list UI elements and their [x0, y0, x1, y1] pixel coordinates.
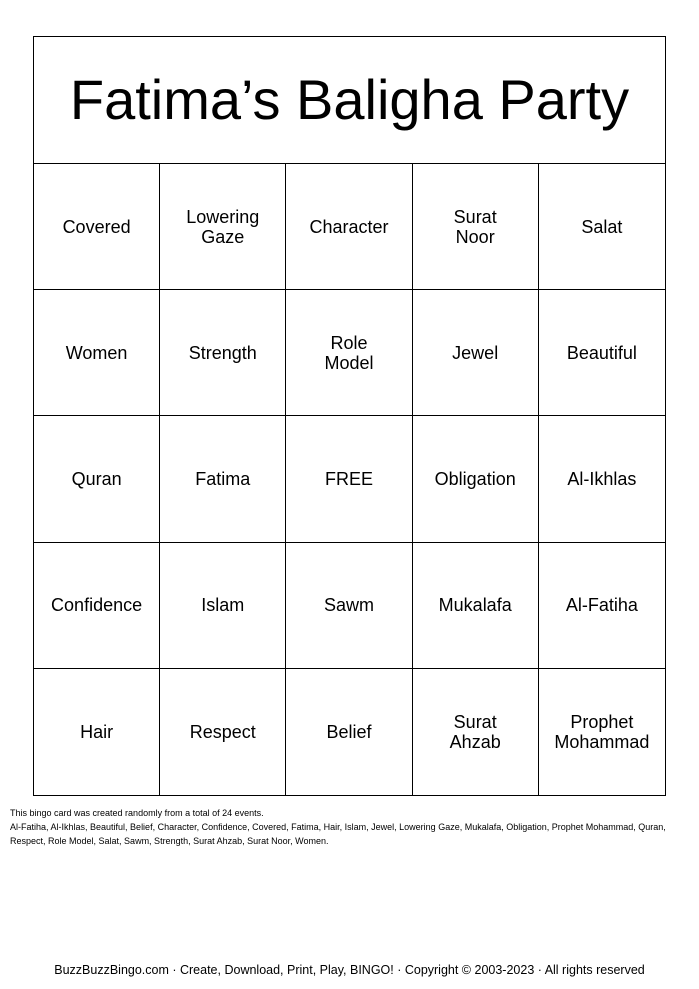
bingo-cell: Women — [34, 290, 160, 416]
bingo-cell: Beautiful — [539, 290, 665, 416]
bingo-grid — [34, 164, 665, 795]
bingo-cell: Al-Fatiha — [539, 543, 665, 669]
bingo-cell: Role Model — [286, 290, 412, 416]
bingo-cell: Sawm — [286, 543, 412, 669]
bingo-cell: Fatima — [160, 416, 286, 542]
bingo-cell: Obligation — [413, 416, 539, 542]
bingo-cell: Islam — [160, 543, 286, 669]
bingo-cell: Character — [286, 164, 412, 290]
bingo-cell: Covered — [34, 164, 160, 290]
bingo-cell: Mukalafa — [413, 543, 539, 669]
bingo-cell: Salat — [539, 164, 665, 290]
bingo-cell: Jewel — [413, 290, 539, 416]
event-list-note — [10, 806, 690, 848]
bingo-cell: Quran — [34, 416, 160, 542]
bingo-cell: Hair — [34, 669, 160, 795]
bingo-cell: Al-Ikhlas — [539, 416, 665, 542]
copyright-footer: BuzzBuzzBingo.com · Create, Download, Print, Play, BINGO! · Copyright © 2003-2023 · All rights reserved — [54, 963, 645, 977]
bingo-card — [33, 36, 666, 796]
bingo-cell: Confidence — [34, 543, 160, 669]
bingo-cell: Surat Ahzab — [413, 669, 539, 795]
bingo-cell: Belief — [286, 669, 412, 795]
bingo-cell: Respect — [160, 669, 286, 795]
free-space-cell: FREE — [286, 416, 412, 542]
bingo-cell: Strength — [160, 290, 286, 416]
bingo-cell: Surat Noor — [413, 164, 539, 290]
bingo-cell: Lowering Gaze — [160, 164, 286, 290]
bingo-cell: Prophet Mohammad — [554, 711, 650, 752]
title-box — [34, 37, 665, 164]
note-summary: This bingo card was created randomly from a total of 24 events. — [10, 808, 264, 818]
note-event-list: Al-Fatiha, Al-Ikhlas, Beautiful, Belief, Character, Confidence, Covered, Fatima, Hair, Islam, Jewel, Lowering Gaze, Mukalafa, Obligation, Prophet Mohammad, Quran, Respect, Role Model, Salat, Sawm, Strength, Surat Ahzab, Surat Noor, Women. — [10, 822, 666, 846]
card-title: Fatima’s Baligha Party — [69, 68, 630, 131]
